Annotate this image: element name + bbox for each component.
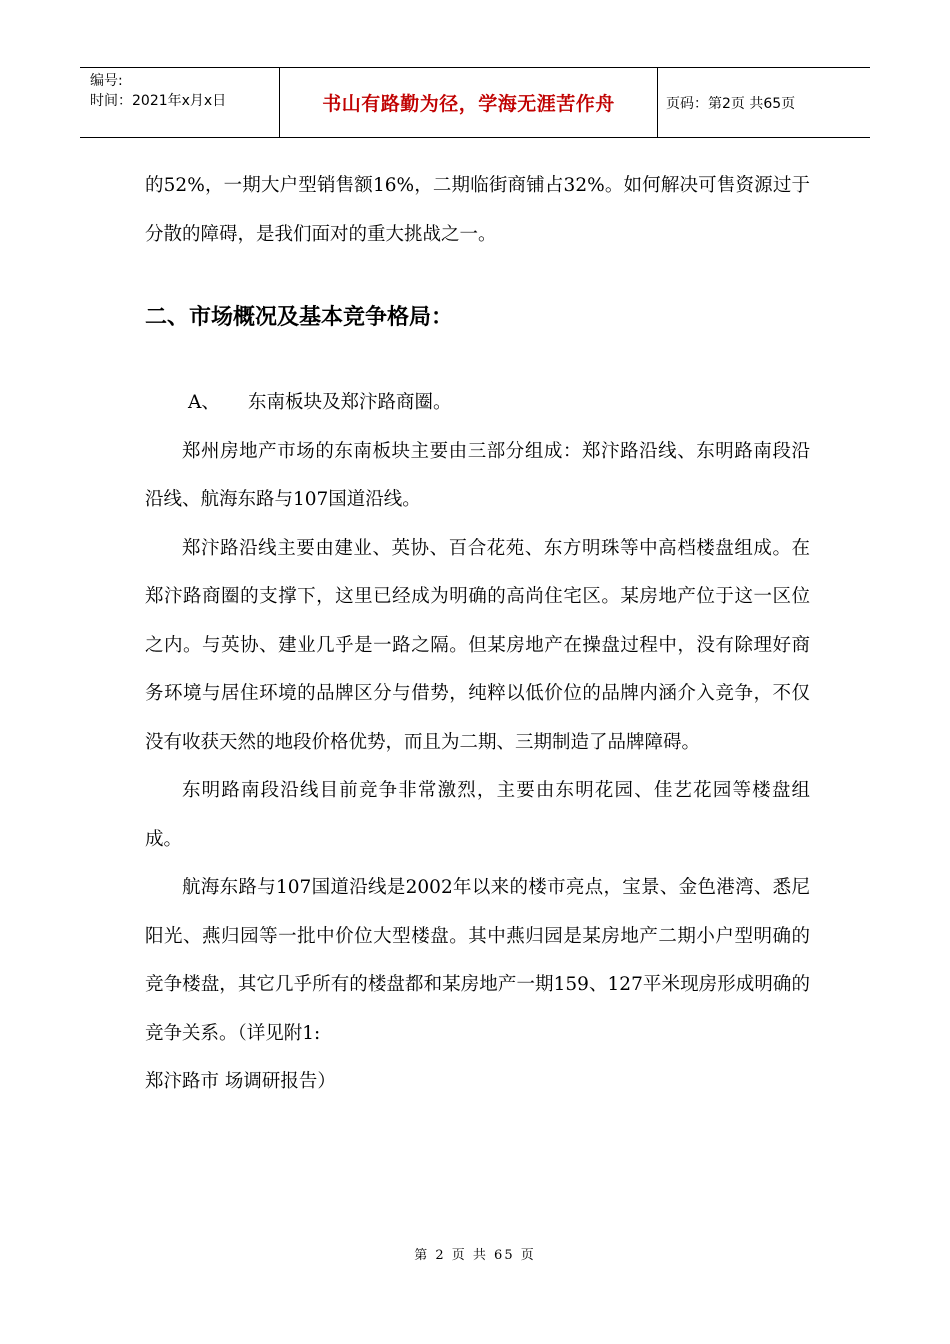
header-page-info: 页码：第2页 共65页 (666, 95, 796, 112)
subsection-heading (145, 379, 810, 428)
paragraph-4: 航海东路与107国道沿线是2002年以来的楼市亮点，宝景、金色港湾、悉尼阳光、燕归园等一批中价位大型楼盘。其中燕归园是某房地产二期小户型明确的竞争楼盘，其它几乎所有的楼盘都和某房地产一期159、127平米现房形成明确的竞争关系。（详见附1: (145, 877, 810, 1044)
page-header (80, 67, 870, 138)
paragraph-1: 郑州房地产市场的东南板块主要由三部分组成：郑汴路沿线、东明路南段沿沿线、航海东路与107国道沿线。 (145, 440, 810, 510)
paragraph-2: 郑汴路沿线主要由建业、英协、百合花苑、东方明珠等中高档楼盘组成。在郑汴路商圈的支撑下，这里已经成为明确的高尚住宅区。某房地产位于这一区位之内。与英协、建业几乎是一路之隔。但某房地产在操盘过程中，没有除理好商务环境与居住环境的品牌区分与借势，纯粹以低价位的品牌内涵介入竞争，不仅没有收获天然的地段价格优势，而且为二期、三期制造了品牌障碍。 (145, 537, 810, 753)
number-label: 编号: (90, 73, 123, 89)
section-heading: 二、市场概况及基本竞争格局： (145, 305, 454, 330)
paragraph-3: 东明路南段沿线目前竞争非常激烈，主要由东明花园、佳艺花园等楼盘组成。 (145, 780, 810, 850)
header-meta (80, 68, 280, 137)
subsection-letter: A、 (188, 392, 220, 413)
header-motto: 书山有路勤为径，学海无涯苦作舟 (280, 68, 658, 137)
page-footer: 第 2 页 共 65 页 (414, 1248, 536, 1263)
subsection-title: 东南板块及郑汴路商圈。 (248, 392, 452, 413)
paragraph-continued: 的52%，一期大户型销售额16%，二期临街商铺占32%。如何解决可售资源过于分散的障碍，是我们面对的重大挑战之一。 (145, 175, 810, 245)
document-body (145, 162, 810, 1107)
date-label: 时间：2021年x月x日 (90, 93, 227, 109)
paragraph-4-continued: 郑汴路市 场调研报告） (145, 1071, 336, 1092)
